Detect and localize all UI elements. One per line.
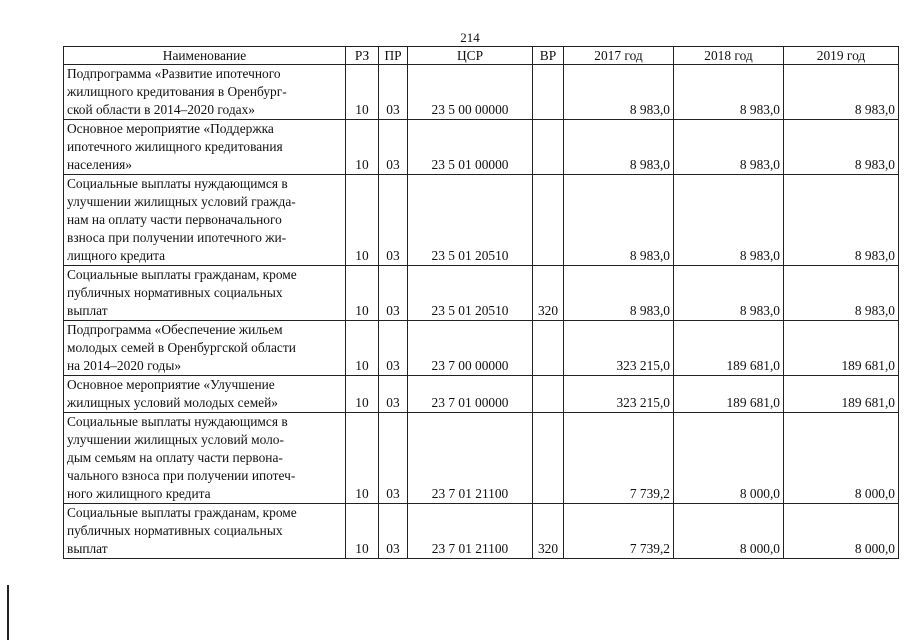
row-2017: 8 983,0 — [564, 175, 674, 266]
row-2018: 8 983,0 — [674, 266, 784, 321]
header-vr: ВР — [533, 47, 564, 65]
row-name-line: дым семьям на оплату части первона- — [67, 450, 283, 465]
table-row — [64, 120, 899, 175]
table-row — [64, 175, 899, 266]
row-csr: 23 7 01 00000 — [408, 376, 533, 413]
header-rz: РЗ — [346, 47, 379, 65]
table-row — [64, 266, 899, 321]
row-2019: 8 000,0 — [784, 413, 899, 504]
header-2017: 2017 год — [564, 47, 674, 65]
table-row — [64, 504, 899, 559]
row-vr — [533, 65, 564, 120]
row-name-line: взноса при получении ипотечного жи- — [67, 230, 287, 245]
row-rz: 10 — [346, 504, 379, 559]
row-name — [64, 120, 346, 175]
row-name-line: Социальные выплаты нуждающимся в — [67, 176, 288, 191]
header-csr: ЦСР — [408, 47, 533, 65]
row-rz: 10 — [346, 120, 379, 175]
row-2019: 8 983,0 — [784, 266, 899, 321]
row-2018: 8 983,0 — [674, 175, 784, 266]
header-2019: 2019 год — [784, 47, 899, 65]
budget-table — [63, 46, 899, 559]
row-vr — [533, 120, 564, 175]
row-name-line: жилищных условий молодых семей» — [67, 395, 278, 410]
row-rz: 10 — [346, 65, 379, 120]
row-vr — [533, 376, 564, 413]
row-pr: 03 — [379, 321, 408, 376]
row-2017: 323 215,0 — [564, 376, 674, 413]
row-name-line: молодых семей в Оренбургской области — [67, 340, 296, 355]
row-name-line: ипотечного жилищного кредитования — [67, 139, 283, 154]
row-pr: 03 — [379, 413, 408, 504]
row-2017: 7 739,2 — [564, 504, 674, 559]
row-2017: 7 739,2 — [564, 413, 674, 504]
row-2019: 8 983,0 — [784, 65, 899, 120]
row-pr: 03 — [379, 65, 408, 120]
row-vr: 320 — [533, 266, 564, 321]
row-name — [64, 65, 346, 120]
row-rz: 10 — [346, 321, 379, 376]
row-name-line: публичных нормативных социальных — [67, 523, 283, 538]
row-2018: 189 681,0 — [674, 321, 784, 376]
row-name-line: Подпрограмма «Развитие ипотечного — [67, 66, 281, 81]
row-pr: 03 — [379, 266, 408, 321]
row-2018: 8 000,0 — [674, 504, 784, 559]
row-vr — [533, 321, 564, 376]
header-row — [64, 47, 899, 65]
row-name — [64, 321, 346, 376]
row-name-line: публичных нормативных социальных — [67, 285, 283, 300]
row-name-line: Подпрограмма «Обеспечение жильем — [67, 322, 283, 337]
row-2018: 8 000,0 — [674, 413, 784, 504]
row-2017: 8 983,0 — [564, 65, 674, 120]
table-row — [64, 413, 899, 504]
row-name-line: Социальные выплаты нуждающимся в — [67, 414, 288, 429]
row-pr: 03 — [379, 376, 408, 413]
row-2017: 8 983,0 — [564, 266, 674, 321]
row-csr: 23 5 01 00000 — [408, 120, 533, 175]
row-2018: 8 983,0 — [674, 65, 784, 120]
row-2018: 189 681,0 — [674, 376, 784, 413]
row-name-line: Социальные выплаты гражданам, кроме — [67, 267, 297, 282]
row-vr — [533, 413, 564, 504]
row-name-line: ного жилищного кредита — [67, 486, 211, 501]
row-name-line: населения» — [67, 157, 132, 172]
row-2019: 189 681,0 — [784, 321, 899, 376]
row-name — [64, 376, 346, 413]
row-name-line: жилищного кредитования в Оренбург- — [67, 84, 287, 99]
row-name-line: Основное мероприятие «Поддержка — [67, 121, 274, 136]
row-name-line: лищного кредита — [67, 248, 166, 263]
row-name-line: выплат — [67, 541, 108, 556]
row-csr: 23 7 01 21100 — [408, 413, 533, 504]
row-2018: 8 983,0 — [674, 120, 784, 175]
row-vr — [533, 175, 564, 266]
row-2019: 8 983,0 — [784, 120, 899, 175]
row-csr: 23 5 00 00000 — [408, 65, 533, 120]
row-2019: 8 000,0 — [784, 504, 899, 559]
row-name — [64, 504, 346, 559]
row-name-line: чального взноса при получении ипотеч- — [67, 468, 296, 483]
row-csr: 23 7 01 21100 — [408, 504, 533, 559]
header-name: Наименование — [64, 47, 346, 65]
row-vr: 320 — [533, 504, 564, 559]
row-name-line: улучшении жилищных условий гражда- — [67, 194, 296, 209]
row-rz: 10 — [346, 376, 379, 413]
row-2019: 8 983,0 — [784, 175, 899, 266]
table-row — [64, 65, 899, 120]
row-pr: 03 — [379, 504, 408, 559]
row-name-line: Социальные выплаты гражданам, кроме — [67, 505, 297, 520]
row-csr: 23 5 01 20510 — [408, 266, 533, 321]
row-name-line: нам на оплату части первоначального — [67, 212, 282, 227]
header-2018: 2018 год — [674, 47, 784, 65]
page-number: 214 — [460, 30, 480, 45]
row-pr: 03 — [379, 120, 408, 175]
row-name-line: улучшении жилищных условий моло- — [67, 432, 284, 447]
row-name-line: выплат — [67, 303, 108, 318]
header-pr: ПР — [379, 47, 408, 65]
row-2017: 323 215,0 — [564, 321, 674, 376]
row-name-line: Основное мероприятие «Улучшение — [67, 377, 275, 392]
row-name — [64, 413, 346, 504]
row-name — [64, 175, 346, 266]
row-csr: 23 5 01 20510 — [408, 175, 533, 266]
row-2019: 189 681,0 — [784, 376, 899, 413]
row-rz: 10 — [346, 266, 379, 321]
row-name-line: ской области в 2014–2020 годах» — [67, 102, 255, 117]
row-pr: 03 — [379, 175, 408, 266]
row-csr: 23 7 00 00000 — [408, 321, 533, 376]
row-name-line: на 2014–2020 годы» — [67, 358, 182, 373]
row-2017: 8 983,0 — [564, 120, 674, 175]
margin-mark — [7, 585, 9, 640]
table-row — [64, 321, 899, 376]
row-rz: 10 — [346, 175, 379, 266]
row-rz: 10 — [346, 413, 379, 504]
table-row — [64, 376, 899, 413]
row-name — [64, 266, 346, 321]
